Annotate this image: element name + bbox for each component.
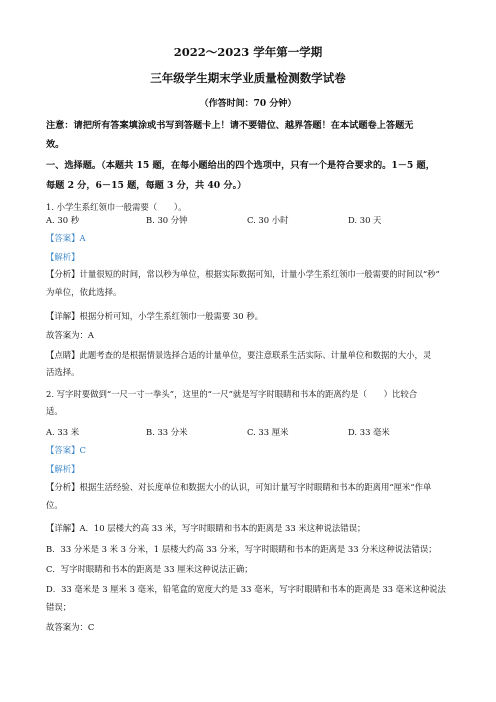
q1-conclusion: 故答案为：A: [46, 330, 94, 340]
q1-option-c: C. 30 小时: [247, 215, 289, 225]
q2-answer: 【答案】C: [46, 445, 86, 455]
q2-option-a: A. 33 米: [46, 427, 80, 437]
section-heading: 一、选择题。（本题共 15 题，在每小题给出的四个选项中，只有一个是符合要求的。1－5 题，: [46, 160, 435, 171]
question-1-stem: 1. 小学生系红领巾一般需要（ ）。: [46, 202, 187, 212]
q1-analysis-tag: 【解析】: [46, 252, 80, 262]
exam-time-note: （作答时间：70 分钟）: [199, 99, 297, 109]
q2-detail: D．33 毫米是 3 厘米 3 毫米，铅笔盒的宽度大约是 33 毫米，写字时眼睛和书本的距离是 33 毫米这种说法: [46, 584, 446, 594]
q1-analysis: 为单位，依此选择。: [46, 287, 122, 297]
q2-analysis-tag: 【解析】: [46, 464, 80, 474]
q1-option-d: D. 30 天: [348, 215, 382, 225]
q2-analysis: 【分析】根据生活经验、对长度单位和数据大小的认识，可知计量写字时眼睛和书本的距离用“厘米”作单: [46, 482, 432, 492]
q1-analysis: 【分析】计量很短的时间，常以秒为单位，根据实际数据可知，计量小学生系红领巾一般需要的时间以“秒”: [46, 269, 440, 279]
notice-line: 注意：请把所有答案填涂或书写到答题卡上！请不要错位、越界答题！在本试题卷上答题无: [46, 120, 414, 131]
q2-detail: B．33 分米是 3 米 3 分米，1 层楼大约高 33 分米，写字时眼睛和书本的距离是 33 分米这种说法错误；: [46, 544, 437, 554]
question-2-stem: 适。: [46, 406, 63, 416]
q1-comment: 【点睛】此题考查的是根据情景选择合适的计量单位，要注意联系生活实际、计量单位和数据的大小，灵: [46, 350, 432, 360]
q1-option-b: B. 30 分钟: [146, 215, 188, 225]
exam-year-title: 2022～2023 学年第一学期: [173, 45, 323, 59]
question-2-stem: 2. 写字时要做到“一尺一寸一拳头”，这里的“一尺”就是写字时眼睛和书本的距离约是（ ）比较合: [46, 389, 418, 399]
q2-conclusion: 故答案为：C: [46, 622, 95, 632]
q2-detail: 错误；: [46, 602, 72, 612]
q2-detail: 【详解】A．10 层楼大约高 33 米，写字时眼睛和书本的距离是 33 米这种说法错误；: [46, 523, 366, 533]
notice-line: 效。: [46, 139, 65, 150]
exam-title: 三年级学生期末学业质量检测数学试卷: [150, 71, 346, 85]
q2-analysis: 位。: [46, 500, 63, 510]
q2-option-c: C. 33 厘米: [247, 427, 289, 437]
q2-option-d: D. 33 毫米: [348, 427, 390, 437]
q1-answer: 【答案】A: [46, 233, 86, 243]
section-heading: 每题 2 分，6－15 题，每题 3 分，共 40 分。）: [46, 180, 247, 191]
q2-detail: C．写字时眼睛和书本的距离是 33 厘米这种说法正确；: [46, 564, 253, 574]
q1-option-a: A. 30 秒: [46, 215, 80, 225]
q1-detail: 【详解】根据分析可知，小学生系红领巾一般需要 30 秒。: [46, 311, 263, 321]
q1-comment: 活选择。: [46, 367, 80, 377]
q2-option-b: B. 33 分米: [146, 427, 188, 437]
